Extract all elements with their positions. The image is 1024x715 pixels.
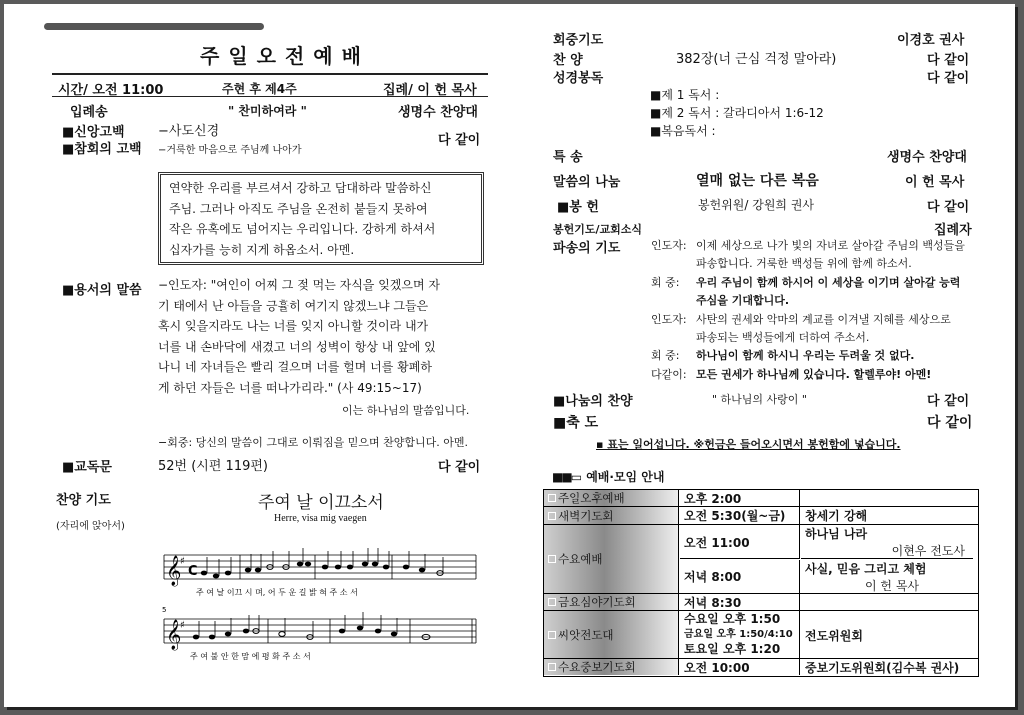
confession-sub: −거룩한 마음으로 주님께 나아가: [158, 145, 302, 156]
schedule-heading: ■■▭ 예배·모임 안내: [552, 470, 665, 484]
svg-text:C: C: [188, 564, 198, 579]
sharing-song-by: 다 같이: [927, 394, 970, 409]
sermon-title: 열매 없는 다른 복음: [696, 173, 819, 189]
creed-value: −사도신경: [158, 124, 220, 139]
pardon-response: −회중: 당신의 말씀이 그대로 이뤄짐을 믿으며 찬양합니다. 아멘.: [158, 436, 469, 449]
sending-speaker: 인도자:: [651, 312, 687, 326]
svg-text:♯: ♯: [180, 620, 185, 631]
verse-line: −인도자: "여인이 어찌 그 젖 먹는 자식을 잊겠으며 자: [158, 278, 440, 292]
creed-label: ■신앙고백: [62, 125, 125, 140]
verse-line: 게 하던 자들은 너를 떠나가리라." (사 49:15~17): [158, 380, 422, 395]
staff-1: [164, 548, 476, 597]
offering-value: 봉헌위원/ 강원희 권사: [698, 198, 815, 212]
offering-prayer-by: 집례자: [934, 223, 972, 238]
notes-1: [201, 562, 443, 579]
scripture-label: 성경봉독: [553, 71, 604, 86]
sending-line: 우리 주님이 함께 하시어 이 세상을 이기며 살아갈 능력: [696, 275, 961, 289]
confession-label: ■참회의 고백: [62, 142, 142, 157]
hymn-value: 382장(너 근심 걱정 말아라): [676, 52, 837, 67]
entrance-title: " 찬미하여라 ": [228, 104, 307, 118]
sending-speaker: 회 중:: [651, 349, 680, 363]
schedule-row: 수요중보기도회 오전 10:00 중보기도위원회(김수복 권사): [544, 659, 978, 675]
sharing-song-label: ■나눔의 찬양: [553, 394, 633, 409]
reading-value: 52번 (시편 119편): [158, 459, 268, 474]
notes-2: [193, 626, 430, 640]
song-title: 주여 날 이끄소서: [258, 493, 384, 513]
sending-line: 모든 권세가 하나님께 있습니다. 할렐루야! 아멘!: [696, 367, 932, 381]
presider: 집례/ 이 헌 목사: [383, 83, 477, 98]
offering-by: 다 같이: [927, 200, 970, 215]
entrance-by: 생명수 찬양대: [398, 105, 478, 120]
sermon-label: 말씀의 나눔: [553, 175, 621, 190]
sending-line: 주심을 기대합니다.: [696, 294, 790, 308]
verse-line: 기 태에서 난 아들을 긍휼히 여기지 않겠느냐 그들은: [158, 298, 429, 313]
sending-speaker: 다같이:: [651, 367, 687, 381]
reading-label: ■교독문: [62, 460, 112, 475]
lyrics-line-2: 주 여 불 안 한 맘 에 평 화 주 소 서: [190, 652, 311, 661]
sharing-song-title: " 하나님의 사랑이 ": [712, 393, 807, 406]
measure-number: 5: [162, 606, 167, 614]
pardon-label: ■용서의 말씀: [62, 283, 142, 298]
page-title: 주일오전예배: [200, 44, 370, 68]
sending-line: 파송합니다. 거룩한 백성들 위에 함께 하소서.: [696, 257, 912, 271]
service-time: 시간/ 오전 11:00: [58, 83, 164, 98]
prayer-by: 이경호 권사: [897, 33, 965, 48]
blessing-by: 다 같이: [927, 415, 973, 431]
reading-1: ■제 1 독서 :: [650, 88, 720, 102]
scripture-by: 다 같이: [927, 71, 970, 86]
confession-box: [158, 172, 484, 265]
schedule-row: 수요예배 오전 11:00 하나님 나라 이현우 전도사 저녁 8:00 사실, 믿음 그리고 체험 이 헌 목사: [544, 525, 978, 594]
box-line: 십자가를 능히 지게 하옵소서. 아멘.: [169, 242, 355, 257]
schedule-row: 씨앗전도대 수요일 오후 1:50 금요일 오후 1:50/4:10 토요일 오후 1:20 전도위원회: [544, 611, 978, 659]
schedule-row: 주일오후예배 오후 2:00: [544, 490, 978, 507]
hymn-label: 찬 양: [553, 53, 583, 68]
blessing-label: ■축 도: [553, 415, 599, 431]
sermon-by: 이 헌 목사: [905, 175, 965, 190]
verse-line: 너를 내 손바닥에 새겼고 너의 성벽이 항상 내 앞에 있: [158, 339, 436, 354]
offering-label: ■봉 헌: [557, 200, 599, 215]
verse-line: 혹시 잊을지라도 나는 너를 잊지 아니할 것이라 내가: [158, 319, 429, 334]
box-line: 연약한 우리를 부르셔서 강하고 담대하라 말씀하신: [169, 181, 432, 195]
liturgical-week: 주현 후 제4주: [222, 82, 297, 96]
lyrics-line-1: 주 여 날 이끄 시 며, 어 두 운 길 밝 혀 주 소 서: [196, 588, 358, 597]
sending-label: 파송의 기도: [553, 241, 621, 256]
verse-line: 나니 네 자녀들은 빨리 걸으며 너를 헐며 너를 황폐하: [158, 360, 432, 375]
treble-clef-icon: 𝄞: [166, 556, 182, 586]
sending-speaker: 인도자:: [651, 239, 687, 252]
divider: [52, 96, 488, 97]
prayer-label: 회중기도: [553, 33, 604, 48]
schedule-row: 새벽기도회 오전 5:30(월~금) 창세기 강해: [544, 507, 978, 525]
prayer-song-label: 찬양 기도: [56, 493, 111, 508]
reading-2: ■제 2 독서 : 갈라디아서 1:6-12: [650, 106, 824, 120]
footnote: ▪ 표는 일어섭니다. ※헌금은 들어오시면서 봉헌함에 넣습니다.: [596, 438, 901, 451]
sheet-music: [160, 545, 486, 670]
schedule-table: [543, 489, 979, 677]
treble-clef-icon: 𝄞: [166, 620, 182, 650]
sending-line: 하나님이 함께 하시니 우리는 두려울 것 없다.: [696, 349, 915, 363]
schedule-row: 금요심야기도회 저녁 8:30: [544, 594, 978, 611]
sending-speaker: 회 중:: [651, 275, 680, 289]
entrance-label: 입례송: [70, 105, 108, 120]
prayer-song-sub: (자리에 앉아서): [56, 521, 125, 532]
box-line: 주님. 그러나 아직도 주님을 온전히 붙들지 못하여: [169, 201, 428, 216]
reading-by: 다 같이: [438, 460, 481, 475]
confession-by: 다 같이: [438, 133, 481, 148]
pardon-text: [158, 275, 488, 399]
staff-2: [162, 606, 476, 661]
divider: [52, 73, 488, 75]
sending-line: 이제 세상으로 나가 빛의 자녀로 살아갈 주님의 백성들을: [696, 239, 965, 252]
special-by: 생명수 찬양대: [887, 150, 967, 165]
decorative-bar: [44, 23, 264, 30]
stems-1: [207, 548, 443, 576]
pardon-closing: 이는 하나님의 말씀입니다.: [342, 404, 470, 417]
reading-gospel: ■복음독서 :: [650, 124, 716, 138]
offering-prayer-label: 봉헌기도/교회소식: [553, 223, 643, 236]
box-line: 작은 유혹에도 넘어지는 우리입니다. 강하게 하셔서: [169, 222, 436, 236]
song-subtitle: Herre, visa mig vaegen: [274, 513, 367, 524]
special-label: 특 송: [553, 150, 583, 165]
hymn-by: 다 같이: [927, 53, 970, 68]
sending-line: 파송되는 백성들에게 더하여 주소서.: [696, 331, 870, 344]
sending-line: 사탄의 권세와 악마의 계교를 이겨낼 지혜를 세상으로: [696, 312, 951, 326]
svg-text:♯: ♯: [180, 556, 185, 567]
